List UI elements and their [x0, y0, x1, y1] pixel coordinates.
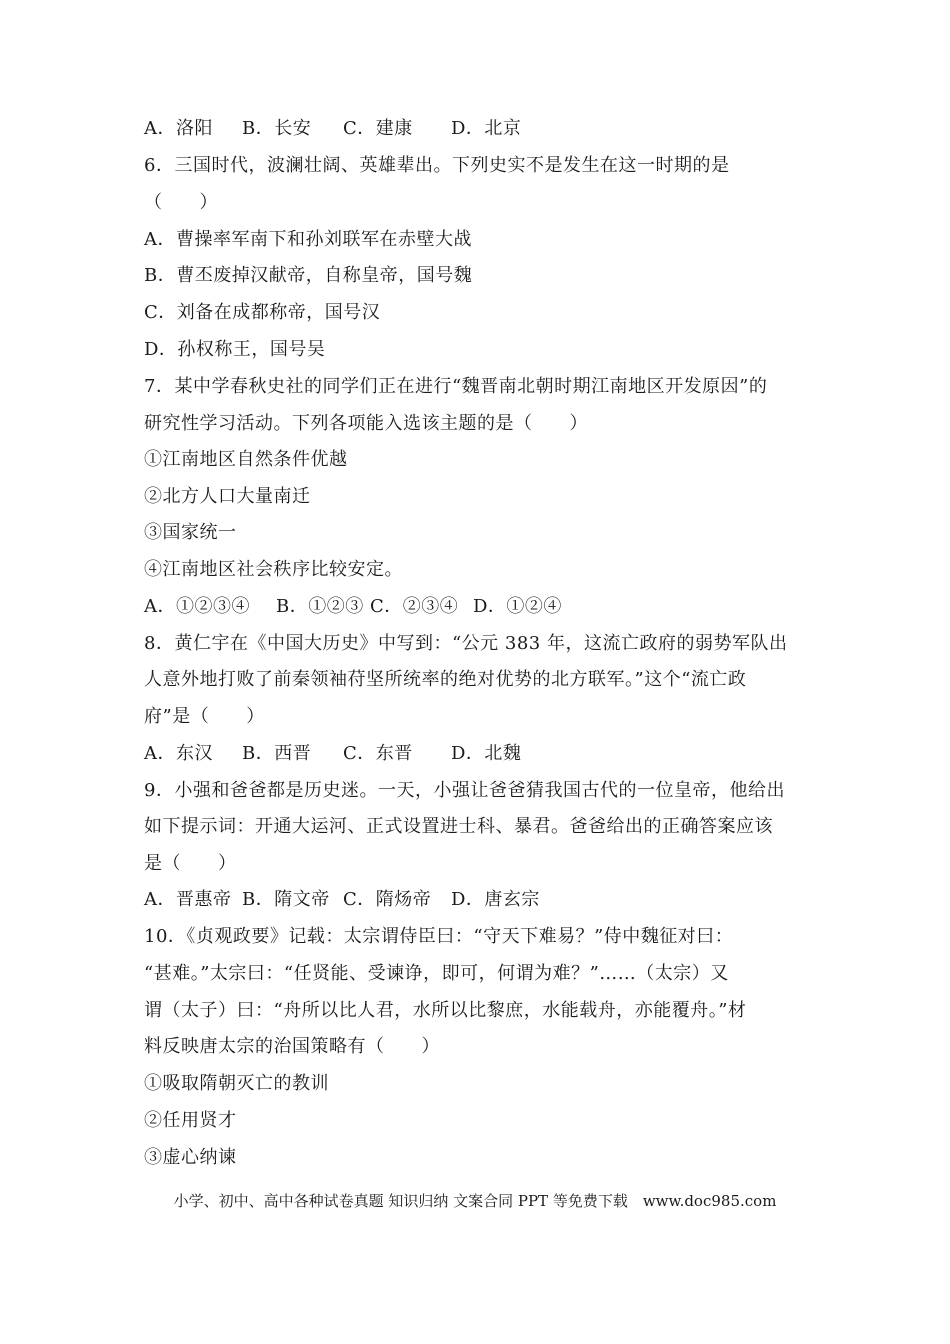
q9-option-c: C．隋炀帝: [343, 889, 432, 910]
q10-item-2: ②任用贤才: [144, 1110, 237, 1131]
q8-options: [144, 742, 521, 766]
q8-option-a: A．东汉: [144, 743, 213, 764]
q10-item-1: ①吸取隋朝灭亡的教训: [144, 1073, 329, 1094]
q5-option-b: B．长安: [242, 118, 312, 139]
q7-options: [144, 595, 562, 619]
q7-option-b: B．①②③: [276, 596, 364, 617]
q7-item-2: ②北方人口大量南迁: [144, 486, 311, 507]
q5-option-c: C．建康: [343, 118, 413, 139]
page-footer: 小学、初中、高中各种试卷真题 知识归纳 文案合同 PPT 等免费下载 www.doc985.com: [173, 1192, 777, 1210]
q6-stem-line2: （ ）: [144, 192, 218, 213]
q9-options: [144, 888, 540, 912]
q8-stem-line3: 府”是（ ）: [144, 706, 265, 727]
q9-option-d: D．唐玄宗: [451, 889, 540, 910]
q8-option-d: D．北魏: [451, 743, 522, 764]
q5-options: [144, 117, 521, 141]
q9-stem-line1: 9．小强和爸爸都是历史迷。一天，小强让爸爸猜我国古代的一位皇帝，他给出: [144, 780, 785, 801]
q7-option-a: A．①②③④: [144, 596, 250, 617]
q10-item-3: ③虚心纳谏: [144, 1147, 237, 1168]
q7-stem-line1: 7．某中学春秋史社的同学们正在进行“魏晋南北朝时期江南地区开发原因”的: [144, 376, 768, 397]
q10-stem-line1: 10．《贞观政要》记载：太宗谓侍臣曰：“守天下难易？”侍中魏征对曰：: [144, 926, 734, 947]
q6-option-d: D．孙权称王，国号吴: [144, 339, 326, 360]
q6-option-c: C．刘备在成都称帝，国号汉: [144, 302, 381, 323]
q8-option-b: B．西晋: [242, 743, 312, 764]
q6-stem-line1: 6．三国时代，波澜壮阔、英雄辈出。下列史实不是发生在这一时期的是: [144, 155, 730, 176]
q10-stem-line3: 谓（太子）曰：“舟所以比人君，水所以比黎庶，水能载舟，亦能覆舟。”材: [144, 1000, 747, 1021]
q7-item-1: ①江南地区自然条件优越: [144, 449, 348, 470]
q7-item-3: ③国家统一: [144, 522, 237, 543]
q8-option-c: C．东晋: [343, 743, 413, 764]
q9-stem-line3: 是（ ）: [144, 853, 237, 874]
q9-option-b: B．隋文帝: [242, 889, 330, 910]
q8-stem-line2: 人意外地打败了前秦领袖苻坚所统率的绝对优势的北方联军。”这个“流亡政: [144, 669, 747, 690]
q8-stem-line1: 8．黄仁宇在《中国大历史》中写到：“公元 383 年，这流亡政府的弱势军队出: [144, 633, 788, 654]
q6-option-b: B．曹丕废掉汉献帝，自称皇帝，国号魏: [144, 265, 473, 286]
q10-stem-line4: 料反映唐太宗的治国策略有（ ）: [144, 1036, 440, 1057]
q7-option-d: D．①②④: [473, 596, 562, 617]
q9-stem-line2: 如下提示词：开通大运河、正式设置进士科、暴君。爸爸给出的正确答案应该: [144, 816, 773, 837]
q7-item-4: ④江南地区社会秩序比较安定。: [144, 559, 403, 580]
q10-stem-line2: “甚难。”太宗曰：“任贤能、受谏诤，即可，何谓为难？”……（太宗）又: [144, 963, 729, 984]
q7-option-c: C．②③④: [370, 596, 459, 617]
q9-option-a: A．晋惠帝: [144, 889, 232, 910]
q6-option-a: A．曹操率军南下和孙刘联军在赤壁大战: [144, 229, 472, 250]
q7-stem-line2: 研究性学习活动。下列各项能入选该主题的是（ ）: [144, 413, 588, 434]
q5-option-d: D．北京: [451, 118, 522, 139]
q5-option-a: A．洛阳: [144, 118, 213, 139]
